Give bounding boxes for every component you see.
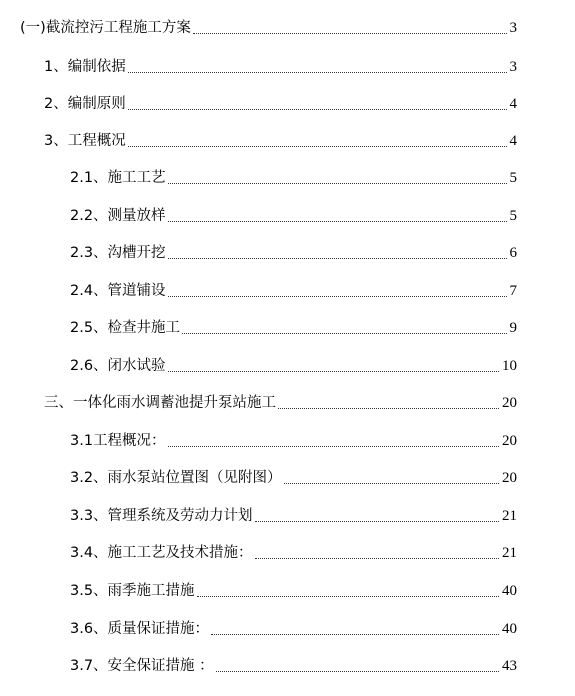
toc-entry-page: 3 [509, 59, 517, 75]
toc-entry[interactable] [44, 52, 517, 76]
toc-entry[interactable] [70, 276, 517, 300]
toc-entry-title: 三、一体化雨水调蓄池提升泵站施工 [44, 395, 276, 411]
toc-entry[interactable] [20, 13, 517, 37]
toc-entry-title: 2.4、管道铺设 [70, 283, 166, 299]
toc-entry[interactable] [70, 426, 517, 450]
toc-entry-title: 3.4、施工工艺及技术措施： [70, 545, 253, 561]
toc-dot-leader [216, 670, 499, 672]
toc-dot-leader [255, 557, 499, 559]
toc-dot-leader [168, 257, 507, 259]
toc-entry-page: 3 [509, 20, 517, 36]
toc-entry-page: 40 [502, 583, 517, 599]
toc-dot-leader [182, 332, 506, 334]
toc-entry[interactable] [44, 126, 517, 150]
toc-entry[interactable] [70, 463, 517, 487]
toc-entry-page: 9 [509, 320, 517, 336]
toc-entry-title: 3.3、管理系统及劳动力计划 [70, 508, 253, 524]
toc-dot-leader [255, 520, 499, 522]
toc-entry-title: 3.2、雨水泵站位置图（见附图） [70, 470, 282, 486]
toc-entry-page: 40 [502, 621, 517, 637]
toc-entry-title: 3.5、雨季施工措施 [70, 583, 195, 599]
toc-entry-page: 4 [509, 96, 517, 112]
toc-entry-page: 21 [502, 508, 517, 524]
toc-entry-title: 3.1工程概况： [70, 433, 166, 449]
toc-entry-page: 4 [509, 133, 517, 149]
toc-entry-title: 2.3、沟槽开挖 [70, 245, 166, 261]
toc-entry-title: 2.5、检查井施工 [70, 320, 181, 336]
toc-entry-title: 3.6、质量保证措施： [70, 621, 210, 637]
toc-entry-title: 2.1、施工工艺 [70, 170, 166, 186]
toc-entry-title: 2.6、闭水试验 [70, 358, 166, 374]
toc-dot-leader [168, 370, 499, 372]
toc-entry-title: 3、工程概况 [44, 133, 126, 149]
toc-dot-leader [128, 145, 507, 147]
toc-entry[interactable] [44, 388, 517, 412]
toc-dot-leader [128, 108, 507, 110]
toc-dot-leader [168, 182, 507, 184]
toc-dot-leader [168, 220, 507, 222]
toc-entry-title: (一)截流控污工程施工方案 [20, 20, 191, 36]
toc-entry[interactable] [70, 538, 517, 562]
toc-entry[interactable] [70, 201, 517, 225]
toc-entry-page: 5 [509, 170, 517, 186]
toc-dot-leader [278, 407, 499, 409]
toc-entry-page: 20 [502, 470, 517, 486]
toc-entry[interactable] [70, 651, 517, 675]
toc-entry-page: 5 [509, 208, 517, 224]
toc-entry-page: 10 [502, 358, 517, 374]
toc-entry[interactable] [70, 313, 517, 337]
toc-dot-leader [128, 71, 507, 73]
toc-entry-page: 7 [509, 283, 517, 299]
toc-entry-title: 1、编制依据 [44, 59, 126, 75]
toc-entry[interactable] [70, 163, 517, 187]
toc-dot-leader [193, 32, 507, 34]
toc-dot-leader [284, 482, 499, 484]
toc-entry[interactable] [70, 614, 517, 638]
toc-entry[interactable] [70, 501, 517, 525]
toc-entry-page: 43 [502, 658, 517, 674]
toc-entry-title: 2.2、测量放样 [70, 208, 166, 224]
toc-dot-leader [168, 295, 507, 297]
toc-entry-title: 2、编制原则 [44, 96, 126, 112]
toc-dot-leader [168, 445, 499, 447]
toc-entry[interactable] [44, 89, 517, 113]
toc-dot-leader [211, 633, 499, 635]
toc-entry-page: 6 [509, 245, 517, 261]
toc-entry[interactable] [70, 238, 517, 262]
toc-entry-page: 20 [502, 395, 517, 411]
toc-entry-title: 3.7、安全保证措施 ： [70, 658, 214, 674]
toc-entry[interactable] [70, 576, 517, 600]
toc-entry-page: 20 [502, 433, 517, 449]
toc-entry-page: 21 [502, 545, 517, 561]
toc-dot-leader [197, 595, 499, 597]
toc-entry[interactable] [70, 351, 517, 375]
